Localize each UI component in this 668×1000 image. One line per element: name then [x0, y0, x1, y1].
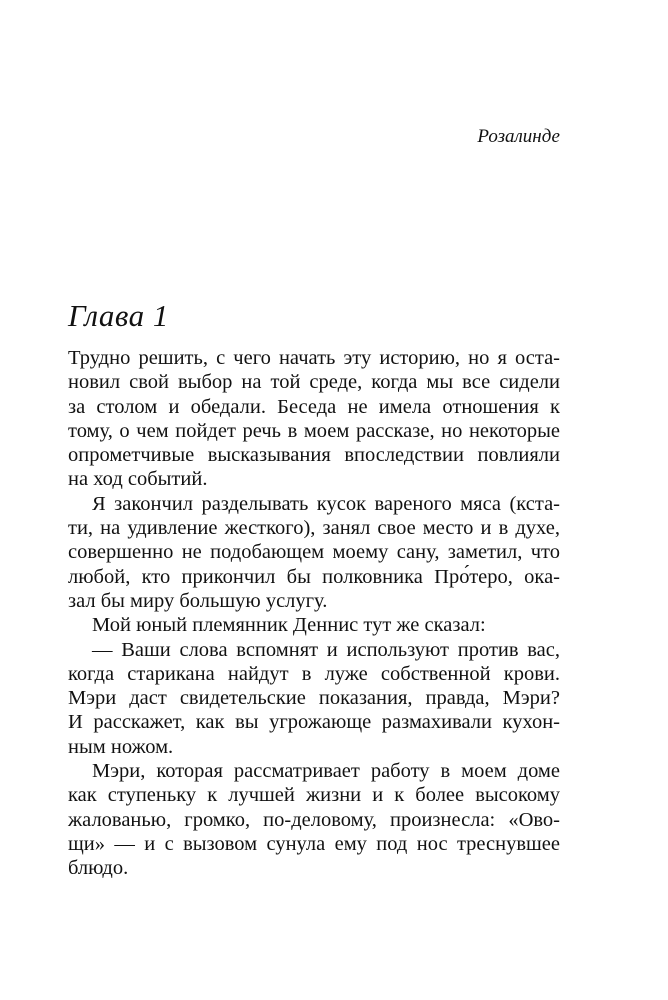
text-line: Мой юный племянник Деннис тут же сказал: — [92, 614, 486, 637]
text-line: новил свой выбор на той среде, когда мы все сидели — [68, 371, 560, 394]
text-line: И расскажет, как вы угрожающе размахивали кухон- — [68, 711, 560, 734]
text-line: зал бы миру большую услугу. — [68, 589, 328, 612]
text-line: любой, кто прикончил бы полковника Про́теро, ока- — [68, 565, 560, 588]
text-line: Трудно решить, с чего начать эту историю, но я оста- — [68, 347, 560, 369]
text-line: блюдо. — [68, 857, 129, 880]
dedication: Розалинде — [477, 126, 560, 147]
text-line: на ход событий. — [68, 468, 208, 491]
text-line: Мэри даст свидетельские показания, правда, Мэри? — [68, 687, 560, 710]
text-line: жалованью, громко, по-деловому, произнесла: «Ово- — [68, 808, 560, 831]
text-line: — Ваши слова вспомнят и используют против вас, — [92, 638, 560, 661]
text-line: совершенно не подобающем моему сану, заметил, что — [68, 541, 560, 564]
text-line: когда старикана найдут в луже собственной крови. — [68, 662, 560, 685]
text-line: Мэри, которая рассматривает работу в моем доме — [92, 760, 560, 783]
text-line: ти, на удивление жесткого), занял свое место и в духе, — [68, 517, 560, 540]
text-line: за столом и обедали. Беседа не имела отношения к — [68, 395, 560, 418]
text-line: ным ножом. — [68, 735, 174, 758]
text-line: щи» — и с вызовом сунула ему под нос треснувшее — [68, 832, 560, 855]
text-line: Я закончил разделывать кусок вареного мяса (кста- — [92, 492, 560, 515]
chapter-body — [68, 346, 560, 881]
text-line: опрометчивые высказывания впоследствии повлияли — [68, 444, 560, 467]
text-line: как ступеньку к лучшей жизни и к более высокому — [68, 784, 560, 807]
text-line: тому, о чем пойдет речь в моем рассказе, но некоторые — [68, 419, 560, 442]
chapter-title: Глава 1 — [68, 298, 169, 333]
